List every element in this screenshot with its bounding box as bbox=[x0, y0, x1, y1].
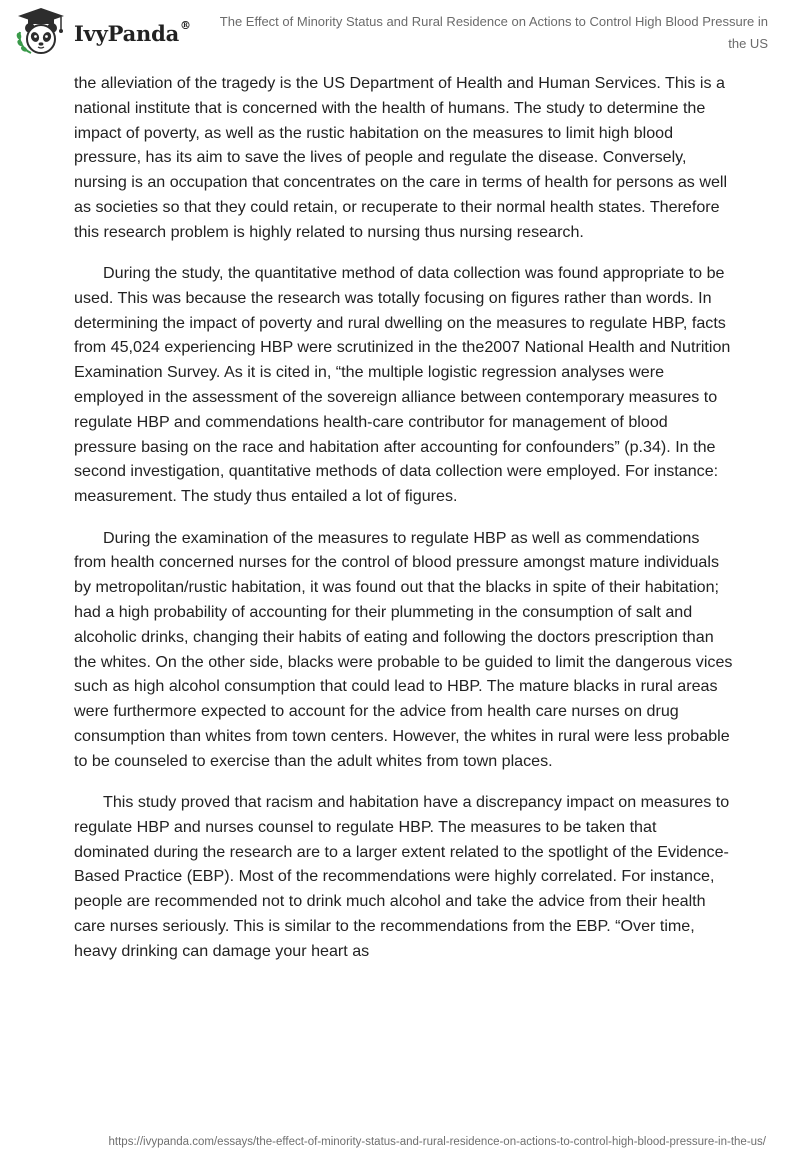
paragraph-4: This study proved that racism and habitation have a discrepancy impact on measures to regulate HBP and nurses counsel to regulate HBP. The measures to be taken that dominated during the research are to a larger extent related to the spotlight of the Evidence-Based Practice (EBP). Most of the recommendations were highly correlated. For instance, people are recommended not to drink much alcohol and take the advice from their health care nurses seriously. This is similar to the recommendations from the EBP. “Over time, heavy drinking can damage your heart as bbox=[74, 793, 730, 960]
brand-name: IvyPanda® bbox=[74, 18, 191, 46]
source-url-link[interactable]: https://ivypanda.com/essays/the-effect-of-minority-status-and-rural-residence-on-actions-to-control-high-blood-pressure-in-the-us/ bbox=[108, 1136, 766, 1148]
ivypanda-logo[interactable] bbox=[14, 6, 191, 56]
document-title: The Effect of Minority Status and Rural Residence on Actions to Control High Blood Pressure in the US bbox=[219, 14, 768, 51]
paragraph-1: the alleviation of the tragedy is the US Department of Health and Human Services. This is a national institute that is concerned with the health of humans. The study to determine the impact of poverty, as well as the rustic habitation on the measures to limit high blood pressure, has its aim to save the lives of people and regulate the disease. Conversely, nursing is an occupation that concentrates on the care in terms of health for persons as well as societies so that they could retain, or recuperate to their normal health states. Therefore this research problem is highly related to nursing thus nursing research. bbox=[74, 74, 728, 241]
paragraph-2: During the study, the quantitative method of data collection was found appropriate to be used. This was because the research was totally focusing on figures rather than words. In determining the impact of poverty and rural dwelling on the measures to regulate HBP, facts from 45,024 experiencing HBP were scrutinized in the the2007 National Health and Nutrition Examination Survey. As it is cited in, “the multiple logistic regression analyses were employed in the assessment of the sovereign alliance between contemporary measures to regulate HBP and commendations health-care contributor for management of blood pressure basing on the race and habitation after accounting for confounders” (p.34). In the second investigation, quantitative methods of data collection were employed. For instance: measurement. The study thus entailed a lot of figures. bbox=[74, 264, 731, 506]
essay-body bbox=[74, 71, 734, 980]
registered-mark: ® bbox=[180, 18, 191, 32]
paragraph-3: During the examination of the measures to regulate HBP as well as commendations from health concerned nurses for the control of blood pressure amongst mature individuals by metropolitan/rustic habitation, it was found out that the blacks in spite of their habitation; had a high probability of accounting for their plummeting in the consumption of salt and alcoholic drinks, changing their habits of eating and following the doctors prescription than the whites. On the other side, blacks were probable to be guided to limit the dangerous vices such as high alcohol consumption that could lead to HBP. The mature blacks in rural areas were furthermore expected to account for the advice from health care nurses on drug consumption than whites from town centers. However, the whites in rural were less probable to be counseled to exercise than the adult whites from town places. bbox=[74, 528, 733, 770]
panda-graduate-icon bbox=[14, 6, 68, 56]
page-header bbox=[0, 0, 800, 60]
